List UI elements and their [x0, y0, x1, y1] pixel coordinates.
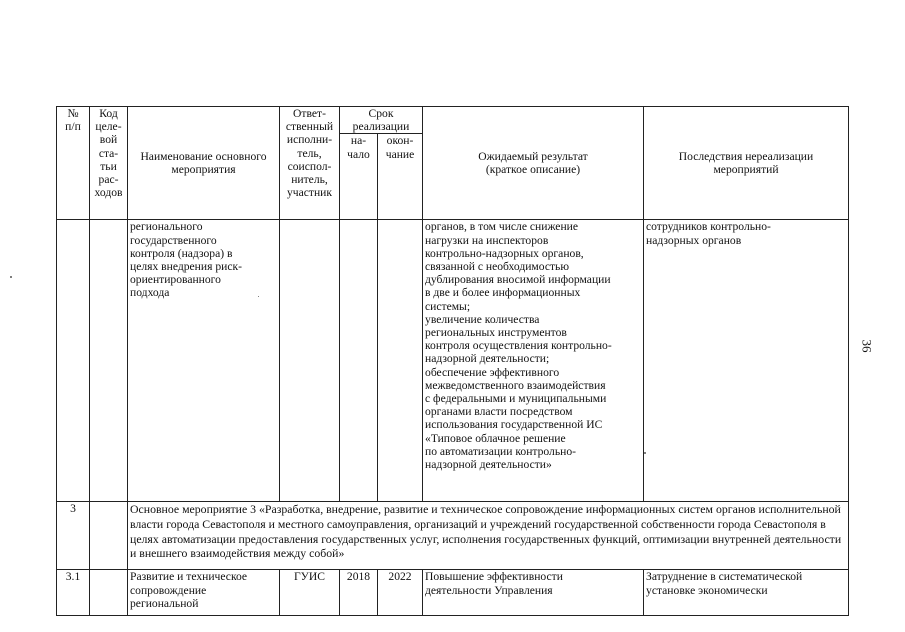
section-code-cell: [90, 502, 128, 570]
header-responsible: Ответ- ственный исполни- тель, соиспол- нитель, участник: [280, 107, 340, 220]
cont-responsible-cell: [280, 220, 340, 502]
header-term: Срок реализации: [340, 107, 423, 134]
header-name: Наименование основного мероприятия: [128, 107, 280, 220]
item-name-cell: Развитие и техническое сопровождение региональной: [128, 570, 280, 616]
header-code: Код целе- вой ста- тьи рас- ходов: [90, 107, 128, 220]
cont-name-cell: регионального государственного контроля (надзора) в целях внедрения риск- ориентированного подхода: [128, 220, 280, 502]
header-num: № п/п: [57, 107, 90, 220]
header-row: [57, 107, 849, 134]
cont-result-cell: органов, в том числе снижение нагрузки на инспекторов контрольно-надзорных органов, связанной с необходимостью дублирования вносимой информации в две и более информационных системы; увеличение количества региональных инструментов контроля осуществления контрольно- надзорной деятельности; обеспечение эффективного межведомственного взаимодействия с федеральными и муниципальными органами власти посредством использования государственной ИС «Типовое облачное решение по автоматизации контрольно- надзорной деятельности»: [423, 220, 644, 502]
item-responsible-cell: ГУИС: [280, 570, 340, 616]
cont-num-cell: [57, 220, 90, 502]
section-text-cell: Основное мероприятие 3 «Разработка, внедрение, развитие и техническое сопровождение информационных систем органов исполнительной власти города Севастополя и местного самоуправления, организаций и учреждений государственной собственности города Севастополя в целях автоматизации предоставления государственных услуг, исполнения государственных функций, оптимизации внутренней деятельности и внешнего взаимодействия между собой»: [128, 502, 849, 570]
cont-consequences-cell: сотрудников контрольно- надзорных органов: [644, 220, 849, 502]
cont-code-cell: [90, 220, 128, 502]
scan-speck: [258, 296, 259, 297]
cont-start-cell: [340, 220, 378, 502]
item-end-cell: 2022: [378, 570, 423, 616]
header-term-start: на- чало: [340, 134, 378, 220]
item-num-cell: 3.1: [57, 570, 90, 616]
scan-speck: [644, 452, 646, 454]
events-table: [56, 106, 849, 616]
page-number: 36: [859, 339, 875, 353]
section-num-cell: 3: [57, 502, 90, 570]
scan-speck: [10, 276, 12, 278]
header-consequences: Последствия нереализации мероприятий: [644, 107, 849, 220]
header-term-end: окон- чание: [378, 134, 423, 220]
continuation-row: [57, 220, 849, 502]
cont-end-cell: [378, 220, 423, 502]
item-result-cell: Повышение эффективности деятельности Управления: [423, 570, 644, 616]
section-row: [57, 502, 849, 570]
item-consequences-cell: Затруднение в систематической установке экономически: [644, 570, 849, 616]
item-code-cell: [90, 570, 128, 616]
item-row: [57, 570, 849, 616]
item-start-cell: 2018: [340, 570, 378, 616]
header-result: Ожидаемый результат (краткое описание): [423, 107, 644, 220]
